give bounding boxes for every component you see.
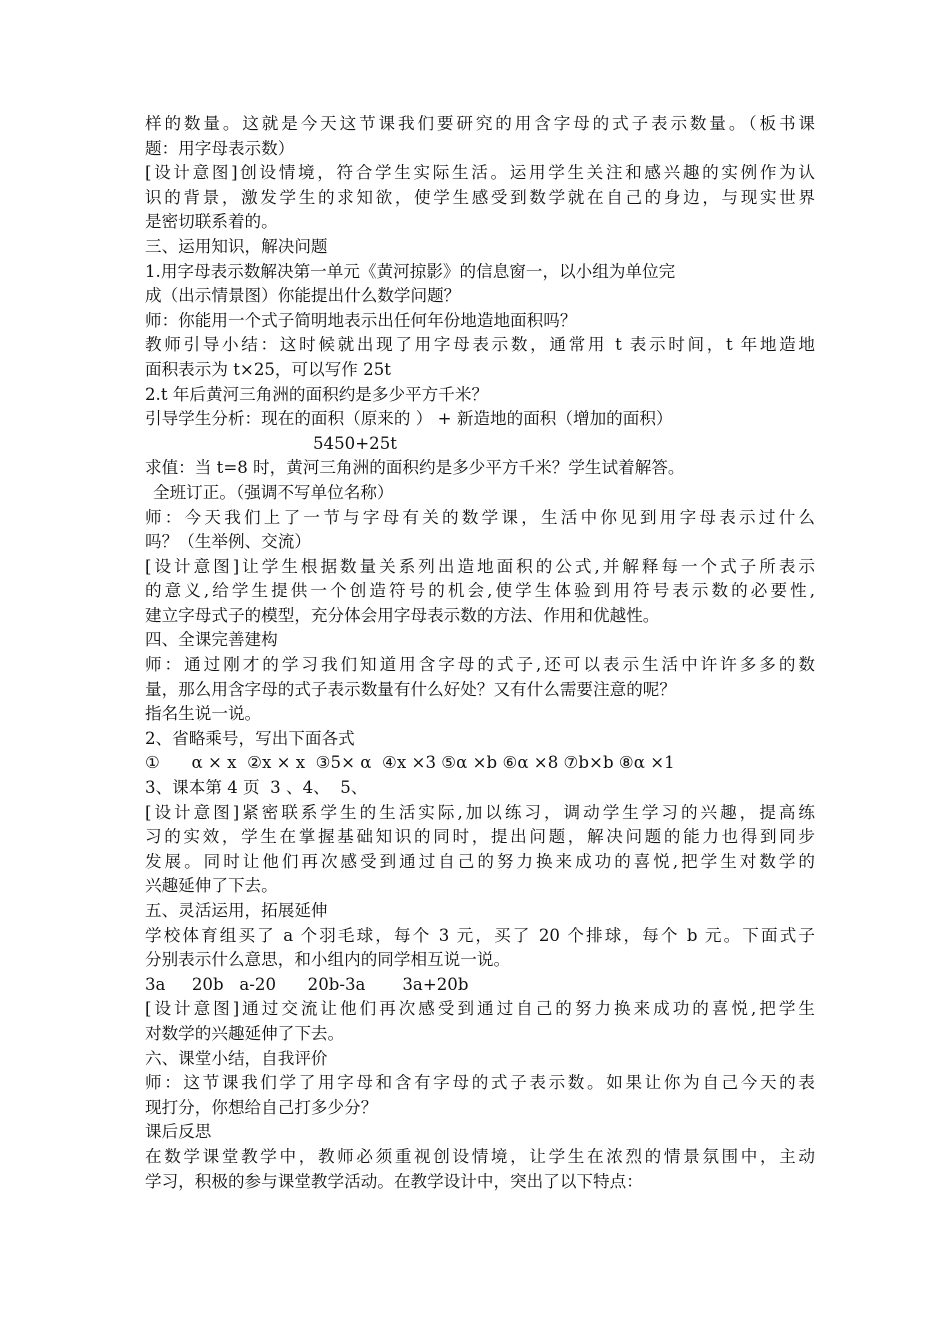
text-line: 学校体育组买了 a 个羽毛球，每个 3 元，买了 20 个排球，每个 b 元。下面式子: [145, 925, 815, 945]
text-line: 师：你能用一个式子简明地表示出任何年份地造地面积吗？: [145, 310, 577, 330]
text-line: 学习，积极的参与课堂教学活动。在教学设计中，突出了以下特点：: [145, 1171, 643, 1191]
text-line: 对数学的兴趣延伸了下去。: [145, 1023, 345, 1043]
text-line: 3、课本第 4 页 3 、4、 5、: [145, 778, 368, 798]
text-line: 2.t 年后黄河三角洲的面积约是多少平方千米？: [145, 384, 489, 404]
text-line: 成（出示情景图）你能提出什么数学问题？: [145, 286, 461, 306]
text-line: 2、省略乘号，写出下面各式: [145, 728, 355, 748]
section-heading: 六、课堂小结，自我评价: [145, 1048, 328, 1068]
section-heading: 五、灵活运用，拓展延伸: [145, 901, 328, 920]
text-line: 在数学课堂教学中，教师必须重视创设情境，让学生在浓烈的情景氛围中，主动: [145, 1146, 815, 1166]
text-line: [设计意图]通过交流让他们再次感受到通过自己的努力换来成功的喜悦,把学生: [145, 999, 815, 1019]
document-page: [145, 112, 815, 1194]
text-line: 面积表示为 t×25，可以写作 25t: [145, 359, 391, 379]
text-line: [设计意图]创设情境，符合学生实际生活。运用学生关注和感兴趣的实例作为认: [145, 163, 815, 183]
text-line: 师：通过刚才的学习我们知道用含字母的式子,还可以表示生活中许许多多的数: [145, 655, 815, 675]
text-line: 引导学生分析：现在的面积（原来的 ） + 新造地的面积（增加的面积）: [145, 409, 673, 429]
section-heading: 四、全课完善建构: [145, 630, 278, 650]
text-line: 发展。同时让他们再次感受到通过自己的努力换来成功的喜悦,把学生对数学的: [145, 851, 815, 871]
text-line: 量，那么用含字母的式子表示数量有什么好处？又有什么需要注意的呢？: [145, 679, 676, 699]
exercise-line: ① α × x ②x × x ③5× α ④x ×3 ⑤α ×b ⑥α ×8 ⑦b×b ⑧α ×1: [145, 753, 675, 773]
text-line: 建立字母式子的模型，充分体会用字母表示数的方法、作用和优越性。: [145, 605, 660, 625]
text-line: 的意义,给学生提供一个创造符号的机会,使学生体验到用符号表示数的必要性,: [145, 581, 815, 601]
text-line: 分别表示什么意思，和小组内的同学相互说一说。: [145, 950, 511, 970]
text-line: 教师引导小结：这时候就出现了用字母表示数，通常用 t 表示时间，t 年地造地: [145, 335, 815, 355]
section-heading: 课后反思: [145, 1122, 212, 1142]
text-line: [设计意图]紧密联系学生的生活实际,加以练习，调动学生学习的兴趣，提高练: [145, 802, 815, 822]
formula-line: 5450+25t: [313, 433, 397, 453]
text-line: 求值：当 t=8 时，黄河三角洲的面积约是多少平方千米？学生试着解答。: [145, 458, 685, 478]
text-line: 识的背景，激发学生的求知欲，使学生感受到数学就在自己的身边，与现实世界: [145, 187, 815, 207]
text-line: 吗？（生举例、交流）: [145, 532, 311, 552]
text-line: 是密切联系着的。: [145, 212, 278, 232]
section-heading: 三、运用知识，解决问题: [145, 236, 328, 256]
text-line: 现打分，你想给自己打多少分？: [145, 1097, 378, 1117]
text-line: [设计意图]让学生根据数量关系列出造地面积的公式,并解释每一个式子所表示: [145, 556, 815, 576]
text-line: 样的数量。这就是今天这节课我们要研究的用含字母的式子表示数量。（板书课: [145, 114, 815, 133]
text-line: 兴趣延伸了下去。: [145, 876, 278, 896]
text-line: 指名生说一说。: [145, 704, 262, 724]
text-line: 1.用字母表示数解决第一单元《黄河掠影》的信息窗一，以小组为单位完: [145, 261, 676, 281]
text-line: 习的实效，学生在掌握基础知识的同时，提出问题，解决问题的能力也得到同步: [145, 827, 815, 847]
text-line: 师：这节课我们学了用字母和含有字母的式子表示数。如果让你为自己今天的表: [145, 1073, 815, 1093]
text-line: 全班订正。（强调不写单位名称）: [153, 482, 394, 502]
expressions-line: 3a 20b a-20 20b-3a 3a+20b: [145, 974, 469, 994]
text-line: 师：今天我们上了一节与字母有关的数学课，生活中你见到用字母表示过什么: [145, 507, 815, 527]
text-line: 题：用字母表示数）: [145, 138, 295, 158]
